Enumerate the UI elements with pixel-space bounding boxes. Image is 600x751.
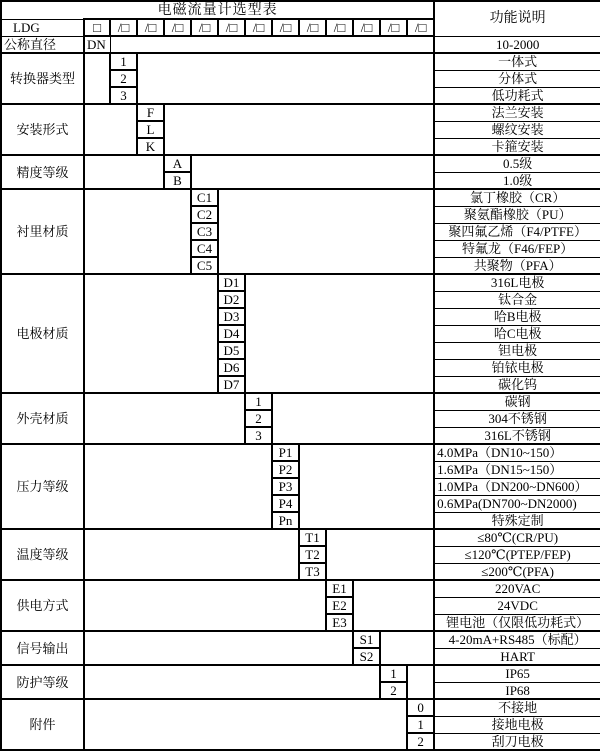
option-code-cell: F: [137, 104, 164, 121]
option-desc-cell: 1.0级: [434, 172, 600, 189]
model-code-box: /□: [191, 19, 218, 36]
spacer-cell: [84, 104, 137, 155]
spacer-cell: [84, 189, 191, 274]
spacer-cell: [137, 53, 434, 104]
option-desc-cell: 聚四氟乙烯（F4/PTFE）: [434, 223, 600, 240]
option-code-cell: C4: [191, 240, 218, 257]
option-desc-cell: 316L电极: [434, 274, 600, 291]
category-label: 信号输出: [1, 631, 84, 665]
option-desc-cell: 刮刀电极: [434, 733, 600, 750]
spacer-cell: [191, 155, 434, 189]
option-desc-cell: 锂电池（仅限低功耗式）: [434, 614, 600, 631]
option-code-cell: P1: [272, 444, 299, 461]
category-label: 压力等级: [1, 444, 84, 529]
option-code-cell: D1: [218, 274, 245, 291]
category-label: 外壳材质: [1, 393, 84, 444]
option-desc-cell: 10-2000: [434, 36, 600, 53]
option-desc-cell: 碳钢: [434, 393, 600, 410]
spacer-cell: [84, 631, 353, 665]
model-code-box: /□: [218, 19, 245, 36]
spacer-cell: [407, 665, 434, 699]
spacer-cell: [84, 274, 218, 393]
option-desc-cell: 特殊定制: [434, 512, 600, 529]
option-desc-cell: 钽电极: [434, 342, 600, 359]
option-desc-cell: IP68: [434, 682, 600, 699]
spacer-cell: [84, 155, 164, 189]
option-code-cell: T3: [299, 563, 326, 580]
option-code-cell: D7: [218, 376, 245, 393]
option-code-cell: K: [137, 138, 164, 155]
option-code-cell: 1: [407, 716, 434, 733]
spacer-cell: [218, 189, 434, 274]
option-desc-cell: 法兰安装: [434, 104, 600, 121]
model-code-box: /□: [299, 19, 326, 36]
spacer-cell: [84, 53, 110, 104]
option-desc-cell: HART: [434, 648, 600, 665]
model-prefix: LDG: [1, 19, 84, 36]
option-desc-cell: 共聚物（PFA）: [434, 257, 600, 274]
option-desc-cell: 220VAC: [434, 580, 600, 597]
model-code-box: /□: [110, 19, 137, 36]
option-code-cell: 1: [110, 53, 137, 70]
option-desc-cell: 低功耗式: [434, 87, 600, 104]
model-code-box: /□: [272, 19, 299, 36]
option-desc-cell: 特氟龙（F46/FEP）: [434, 240, 600, 257]
option-desc-cell: 分体式: [434, 70, 600, 87]
option-code-cell: 2: [110, 70, 137, 87]
option-code-cell: T2: [299, 546, 326, 563]
model-code-box: /□: [137, 19, 164, 36]
option-code-cell: D2: [218, 291, 245, 308]
option-code-cell: 1: [380, 665, 407, 682]
model-code-box: /□: [353, 19, 380, 36]
option-code-cell: S2: [353, 648, 380, 665]
option-code-cell: C2: [191, 206, 218, 223]
category-label: 供电方式: [1, 580, 84, 631]
option-code-cell: L: [137, 121, 164, 138]
model-code-box: □: [84, 19, 110, 36]
model-code-box: /□: [407, 19, 434, 36]
spacer-cell: [164, 104, 434, 155]
option-code-cell: E2: [326, 597, 353, 614]
option-desc-cell: 0.5级: [434, 155, 600, 172]
option-code-cell: C5: [191, 257, 218, 274]
option-desc-cell: IP65: [434, 665, 600, 682]
option-code-cell: E1: [326, 580, 353, 597]
spacer-cell: [84, 444, 272, 529]
option-code-cell: P2: [272, 461, 299, 478]
table-title: 电磁流量计选型表: [1, 1, 434, 19]
option-code-cell: 2: [245, 410, 272, 427]
option-desc-cell: 1.0MPa（DN200~DN600）: [434, 478, 600, 495]
option-desc-cell: ≤200℃(PFA): [434, 563, 600, 580]
option-code-cell: C3: [191, 223, 218, 240]
option-desc-cell: ≤120℃(PTEP/FEP): [434, 546, 600, 563]
option-code-cell: 3: [245, 427, 272, 444]
spacer-cell: [380, 631, 434, 665]
option-desc-cell: 碳化钨: [434, 376, 600, 393]
category-label: 电极材质: [1, 274, 84, 393]
option-desc-cell: 不接地: [434, 699, 600, 716]
option-code-cell: T1: [299, 529, 326, 546]
spacer-cell: [110, 36, 434, 53]
option-desc-cell: 接地电极: [434, 716, 600, 733]
option-code-cell: D3: [218, 308, 245, 325]
option-desc-cell: 哈B电极: [434, 308, 600, 325]
spacer-cell: [84, 580, 326, 631]
spacer-cell: [326, 529, 434, 580]
spacer-cell: [84, 529, 299, 580]
option-code-cell: D6: [218, 359, 245, 376]
option-code-cell: 0: [407, 699, 434, 716]
option-code-cell: S1: [353, 631, 380, 648]
option-code-cell: 2: [380, 682, 407, 699]
option-desc-cell: 螺纹安装: [434, 121, 600, 138]
option-desc-cell: 24VDC: [434, 597, 600, 614]
option-desc-cell: 一体式: [434, 53, 600, 70]
option-code-cell: 2: [407, 733, 434, 750]
option-desc-cell: 4-20mA+RS485（标配）: [434, 631, 600, 648]
spacer-cell: [272, 393, 434, 444]
option-code-cell: E3: [326, 614, 353, 631]
option-code-cell: Pn: [272, 512, 299, 529]
option-desc-cell: 聚氨酯橡胶（PU）: [434, 206, 600, 223]
category-label: 转换器类型: [1, 53, 84, 104]
option-desc-cell: ≤80℃(CR/PU): [434, 529, 600, 546]
option-desc-cell: 哈C电极: [434, 325, 600, 342]
option-desc-cell: 铂铱电极: [434, 359, 600, 376]
option-desc-cell: 卡箍安装: [434, 138, 600, 155]
category-label: 防护等级: [1, 665, 84, 699]
option-desc-cell: 316L不锈钢: [434, 427, 600, 444]
option-code-cell: 3: [110, 87, 137, 104]
category-label: 精度等级: [1, 155, 84, 189]
category-label: 附件: [1, 699, 84, 750]
option-desc-cell: 1.6MPa（DN15~150）: [434, 461, 600, 478]
option-desc-cell: 0.6MPa(DN700~DN2000): [434, 495, 600, 512]
option-desc-cell: 304不锈钢: [434, 410, 600, 427]
option-code-cell: C1: [191, 189, 218, 206]
spacer-cell: [84, 393, 245, 444]
spacer-cell: [84, 665, 380, 699]
option-code-cell: B: [164, 172, 191, 189]
option-desc-cell: 4.0MPa（DN10~150）: [434, 444, 600, 461]
option-desc-cell: 钛合金: [434, 291, 600, 308]
option-code-cell: A: [164, 155, 191, 172]
model-code-box: /□: [164, 19, 191, 36]
category-label: 安装形式: [1, 104, 84, 155]
desc-header: 功能说明: [434, 1, 600, 36]
model-code-box: /□: [245, 19, 272, 36]
option-code-cell: D4: [218, 325, 245, 342]
option-desc-cell: 氯丁橡胶（CR）: [434, 189, 600, 206]
spacer-cell: [299, 444, 434, 529]
option-code-cell: P3: [272, 478, 299, 495]
option-code-cell: DN: [84, 36, 110, 53]
model-code-box: /□: [380, 19, 407, 36]
model-code-box: /□: [326, 19, 353, 36]
category-label: 公称直径: [1, 36, 84, 53]
spacer-cell: [245, 274, 434, 393]
option-code-cell: D5: [218, 342, 245, 359]
option-code-cell: P4: [272, 495, 299, 512]
option-code-cell: 1: [245, 393, 272, 410]
spacer-cell: [84, 699, 407, 750]
category-label: 衬里材质: [1, 189, 84, 274]
category-label: 温度等级: [1, 529, 84, 580]
spacer-cell: [353, 580, 434, 631]
